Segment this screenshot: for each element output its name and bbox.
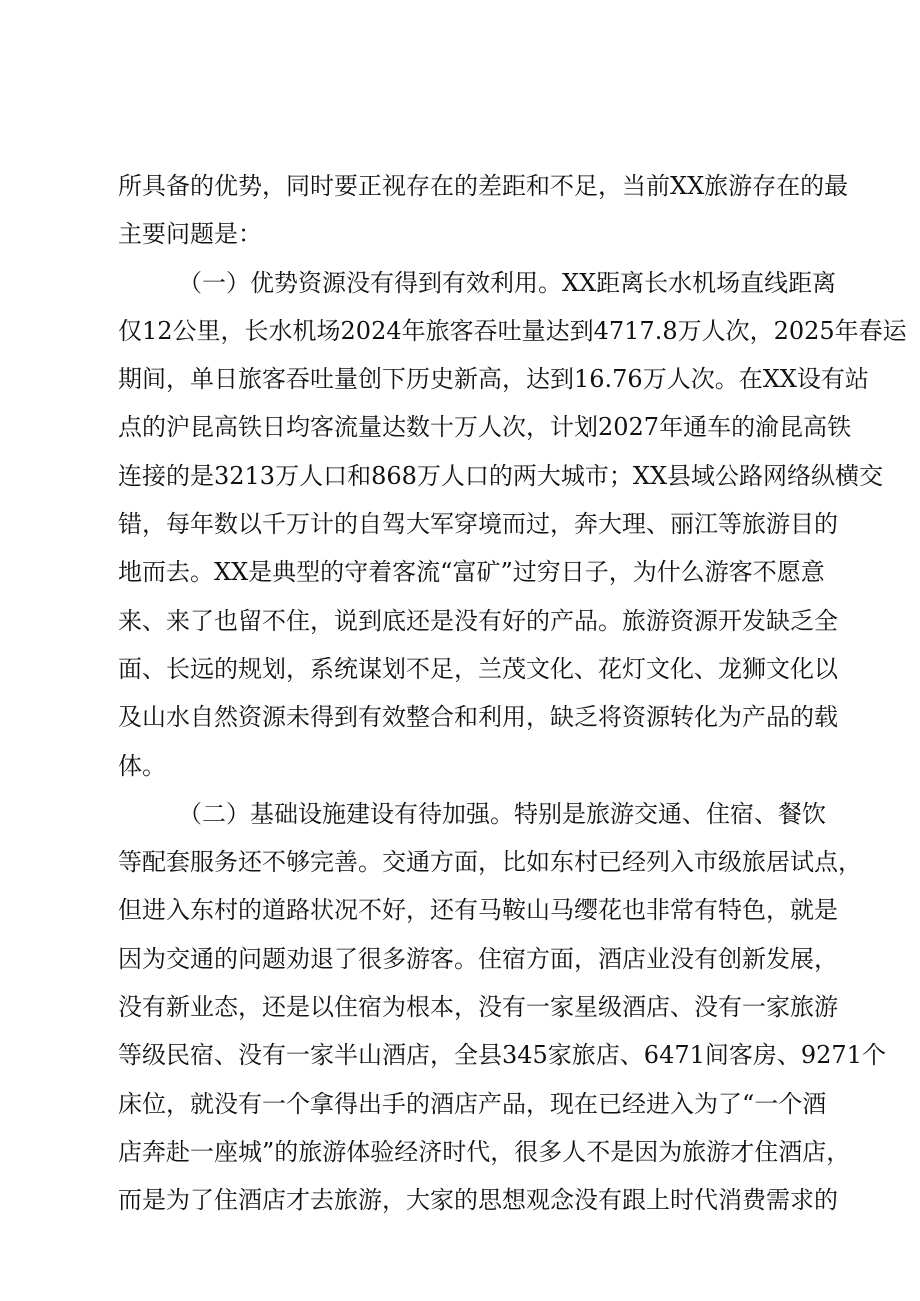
text-line: 等配套服务还不够完善。交通方面，比如东村已经列入市级旅居试点， [118, 848, 862, 877]
section-heading-line: （一）优势资源没有得到有效利用。XX距离长水机场直线距离 [178, 268, 837, 297]
text-line: 体。 [118, 751, 166, 780]
text-line: 仅12公里，长水机场2024年旅客吞吐量达到4717.8万人次，2025年春运 [118, 316, 907, 345]
text-line: 点的沪昆高铁日均客流量达数十万人次，计划2027年通车的渝昆高铁 [118, 413, 852, 442]
text-line: 连接的是3213万人口和868万人口的两大城市；XX县域公路网络纵横交 [118, 461, 884, 490]
text-line: 面、长远的规划，系统谋划不足，兰茂文化、花灯文化、龙狮文化以 [118, 654, 838, 683]
text-line: 主要问题是： [118, 220, 262, 249]
paragraph-section-1 [118, 259, 907, 790]
text-line: 但进入东村的道路状况不好，还有马鞍山马缨花也非常有特色，就是 [118, 896, 838, 925]
document-body [118, 162, 907, 1225]
text-line: 来、来了也留不住，说到底还是没有好的产品。旅游资源开发缺乏全 [118, 606, 838, 635]
text-line: 及山水自然资源未得到有效整合和利用，缺乏将资源转化为产品的载 [118, 703, 838, 732]
text-line: 期间，单日旅客吞吐量创下历史新高，达到16.76万人次。在XX设有站 [118, 365, 869, 394]
text-line: 错，每年数以千万计的自驾大军穿境而过，奔大理、丽江等旅游目的 [118, 510, 838, 539]
text-line: 地而去。XX是典型的守着客流“富矿”过穷日子，为什么游客不愿意 [118, 558, 825, 587]
text-line: 所具备的优势，同时要正视存在的差距和不足，当前XX旅游存在的最 [118, 172, 849, 200]
text-line: 店奔赴一座城”的旅游体验经济时代，很多人不是因为旅游才住酒店， [118, 1137, 851, 1166]
paragraph-section-2 [118, 790, 886, 1225]
paragraph-intro [118, 162, 849, 259]
text-line: 等级民宿、没有一家半山酒店，全县345家旅店、6471间客房、9271个 [118, 1041, 886, 1070]
text-line: 而是为了住酒店才去旅游，大家的思想观念没有跟上时代消费需求的 [118, 1186, 838, 1215]
text-line: 因为交通的问题劝退了很多游客。住宿方面，酒店业没有创新发展， [118, 944, 838, 973]
text-line: 床位，就没有一个拿得出手的酒店产品，现在已经进入为了“一个酒 [118, 1089, 827, 1118]
text-line: 没有新业态，还是以住宿为根本，没有一家星级酒店、没有一家旅游 [118, 993, 838, 1022]
section-heading-line: （二）基础设施建设有待加强。特别是旅游交通、住宿、餐饮 [178, 799, 826, 828]
